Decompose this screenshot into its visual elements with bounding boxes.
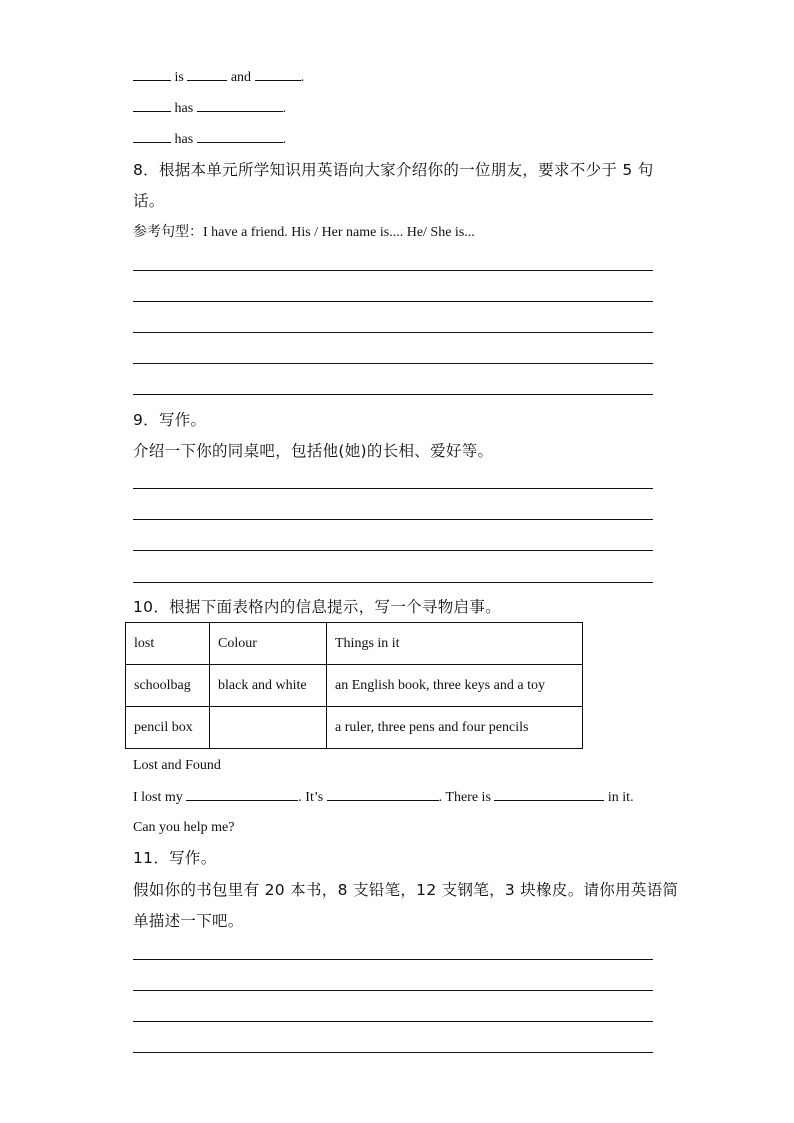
word-has: has <box>174 101 194 116</box>
table-row <box>126 665 583 707</box>
notice-title: Lost and Found <box>133 758 221 773</box>
table-header-cell: Things in it <box>327 623 583 665</box>
q8-answer-line[interactable] <box>133 301 653 302</box>
table-cell: schoolbag <box>126 665 210 707</box>
q9-answer-line[interactable] <box>133 488 653 489</box>
word-and: and <box>230 70 252 85</box>
q8-answer-line[interactable] <box>133 332 653 333</box>
q8-answer-line[interactable] <box>133 363 653 364</box>
q11-answer-line[interactable] <box>133 990 653 991</box>
q11-answer-line[interactable] <box>133 959 653 960</box>
q9-answer-line[interactable] <box>133 550 653 551</box>
q10-title: 10．根据下面表格内的信息提示，写一个寻物启事。 <box>133 598 501 616</box>
answer-blank[interactable] <box>133 99 171 112</box>
table-header-cell: lost <box>126 623 210 665</box>
q8-hint-prefix: 参考句型： <box>133 224 203 240</box>
q11-answer-line[interactable] <box>133 1021 653 1022</box>
answer-blank[interactable] <box>255 68 301 81</box>
fill-line-3 <box>133 130 286 149</box>
table-row <box>126 707 583 749</box>
table-cell: an English book, three keys and a toy <box>327 665 583 707</box>
q9-answer-line[interactable] <box>133 519 653 520</box>
answer-blank[interactable] <box>197 99 283 112</box>
answer-blank[interactable] <box>133 130 171 143</box>
fill-line-2 <box>133 99 286 118</box>
period: . <box>300 70 305 85</box>
q8-prompt-line-a: 8．根据本单元所学知识用英语向大家介绍你的一位朋友，要求不少于 5 句 <box>133 161 654 179</box>
answer-blank[interactable] <box>187 68 227 81</box>
table-cell: pencil box <box>126 707 210 749</box>
table-header-row <box>126 623 583 665</box>
q8-hint <box>133 223 475 242</box>
q9-answer-line[interactable] <box>133 582 653 583</box>
q11-answer-line[interactable] <box>133 1052 653 1053</box>
notice-closing: Can you help me? <box>133 820 235 835</box>
notice-text-2: . It’s <box>298 790 324 805</box>
q8-hint-text: I have a friend. His / Her name is.... He/ She is... <box>203 225 475 240</box>
table-cell: a ruler, three pens and four pencils <box>327 707 583 749</box>
notice-text-4: in it. <box>607 790 634 805</box>
answer-blank[interactable] <box>133 68 171 81</box>
q8-answer-line[interactable] <box>133 394 653 395</box>
q11-prompt-line-a: 假如你的书包里有 20 本书，8 支铅笔，12 支钢笔，3 块橡皮。请你用英语简 <box>133 881 679 899</box>
table-cell <box>210 707 327 749</box>
q8-answer-line[interactable] <box>133 270 653 271</box>
answer-blank[interactable] <box>327 788 439 801</box>
notice-sentence <box>133 788 634 807</box>
q9-title: 9．写作。 <box>133 411 207 429</box>
lost-items-table <box>125 622 583 749</box>
q9-prompt: 介绍一下你的同桌吧，包括他(她)的长相、爱好等。 <box>133 442 494 460</box>
word-has: has <box>174 132 194 147</box>
table-header-cell: Colour <box>210 623 327 665</box>
table-cell: black and white <box>210 665 327 707</box>
q8-prompt-line-b: 话。 <box>133 192 165 210</box>
notice-text-1: I lost my <box>133 790 183 805</box>
q11-title: 11．写作。 <box>133 849 217 867</box>
notice-text-3: . There is <box>438 790 491 805</box>
answer-blank[interactable] <box>186 788 298 801</box>
q11-prompt-line-b: 单描述一下吧。 <box>133 912 244 930</box>
answer-blank[interactable] <box>494 788 604 801</box>
fill-line-1 <box>133 68 304 87</box>
answer-blank[interactable] <box>197 130 283 143</box>
period: . <box>282 132 287 147</box>
word-is: is <box>174 70 184 85</box>
period: . <box>282 101 287 116</box>
